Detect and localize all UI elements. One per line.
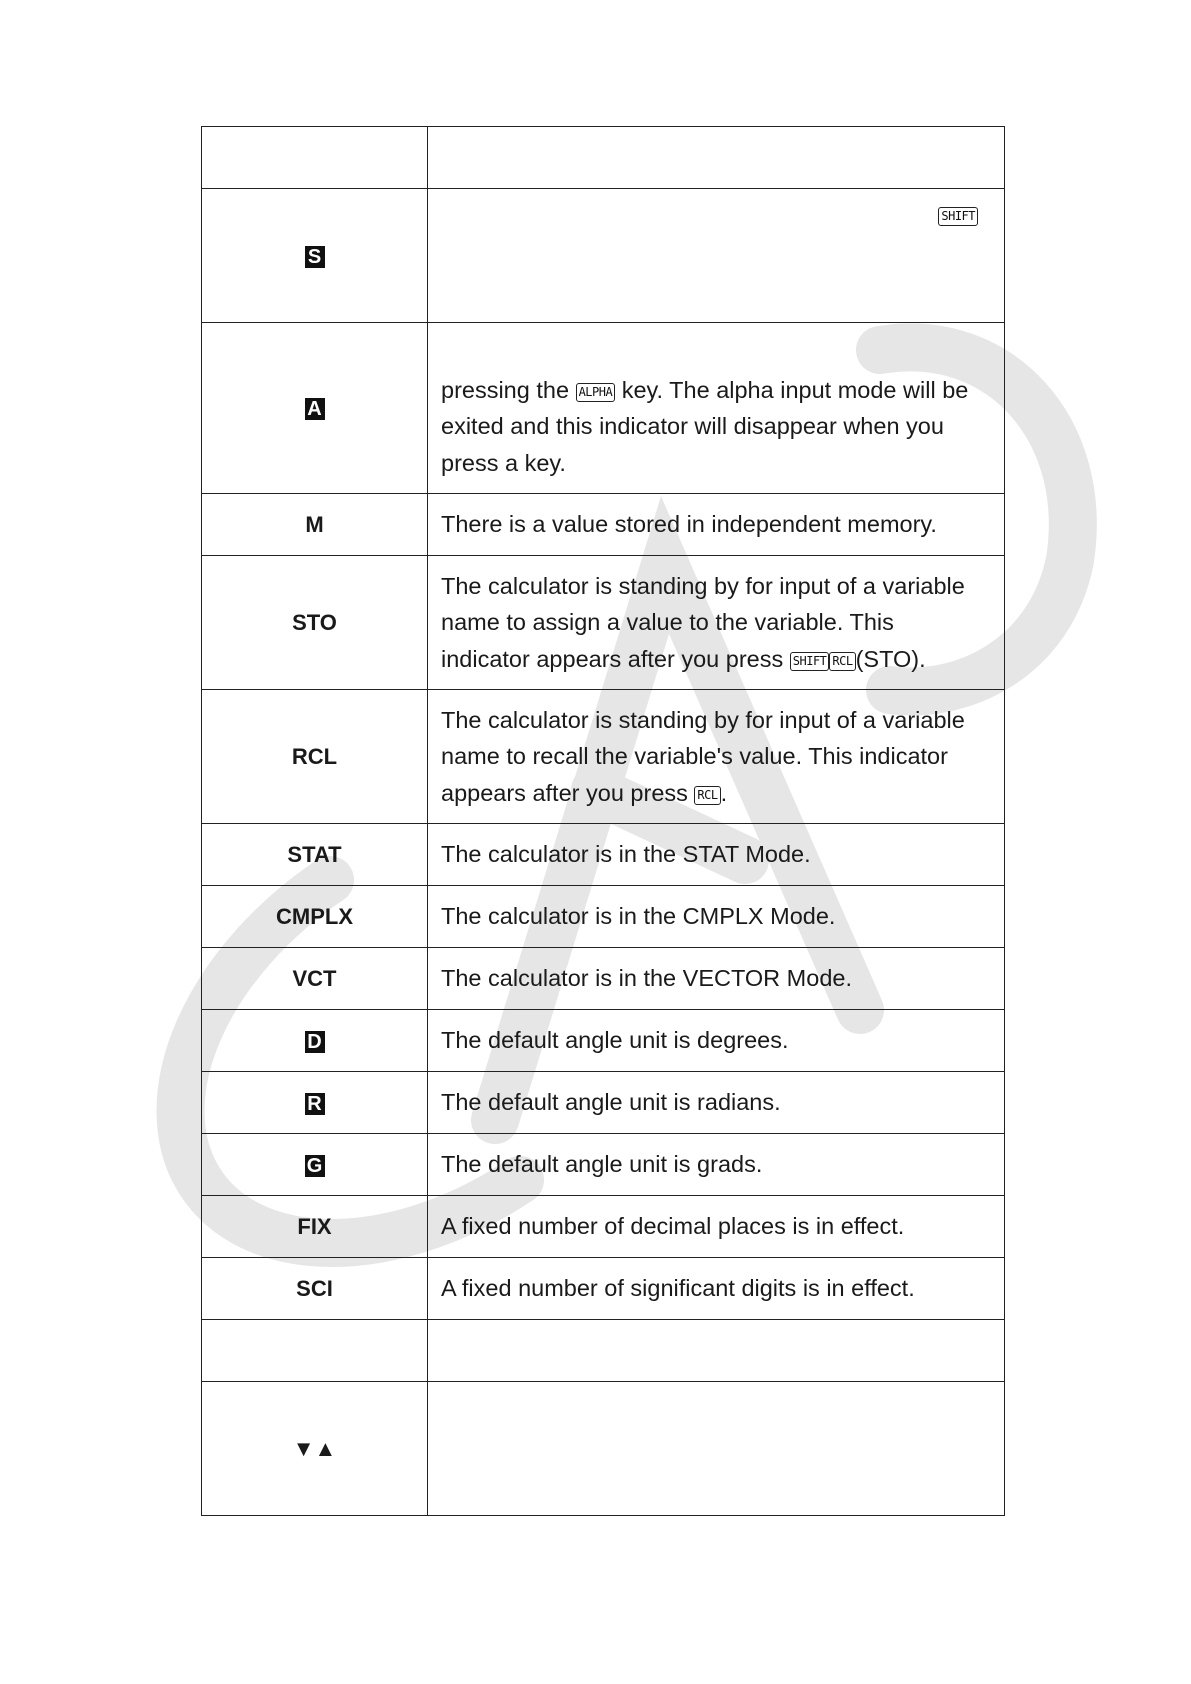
- table-row: [202, 1382, 1005, 1516]
- meaning-cell: The default angle unit is grads.: [428, 1134, 1005, 1196]
- shift-key-icon: SHIFT: [938, 207, 978, 226]
- alpha-key-icon: ALPHA: [576, 383, 616, 402]
- meaning-cell: [428, 1382, 1005, 1516]
- meaning-cell: [428, 1320, 1005, 1382]
- table-row: [202, 494, 1005, 556]
- meaning-cell: [428, 323, 1005, 494]
- indicator-cell: RCL: [202, 690, 428, 824]
- meaning-text: pressing the: [441, 376, 570, 403]
- meaning-cell: The calculator is in the CMPLX Mode.: [428, 886, 1005, 948]
- meaning-cell: A fixed number of significant digits is in effect.: [428, 1258, 1005, 1320]
- shift-indicator-icon: S: [305, 246, 325, 268]
- indicator-table: [201, 126, 1005, 1516]
- meaning-text: (STO).: [855, 645, 926, 672]
- meaning-text: key. The alpha input mode will be exited and this indicator will disappear when you press a key.: [441, 376, 969, 476]
- table-row: [202, 1196, 1005, 1258]
- meaning-cell: [428, 690, 1005, 824]
- indicator-cell: [202, 1072, 428, 1134]
- rcl-key-icon: RCL: [829, 652, 855, 671]
- meaning-cell: A fixed number of decimal places is in effect.: [428, 1196, 1005, 1258]
- meaning-text: The calculator is standing by for input of a variable name to recall the variable's value. This indicator appears after you press: [441, 706, 965, 806]
- table-row: [202, 1258, 1005, 1320]
- indicator-cell: VCT: [202, 948, 428, 1010]
- scroll-arrows-icon: ▼▲: [202, 1382, 428, 1516]
- rcl-key-icon: RCL: [694, 786, 720, 805]
- meaning-text: The calculator is standing by for input of a variable name to assign a value to the variable. This indicator appears after you press: [441, 572, 965, 672]
- table-row: [202, 1072, 1005, 1134]
- radian-indicator-icon: R: [305, 1093, 325, 1115]
- table-row: [202, 1320, 1005, 1382]
- table-row: [202, 1134, 1005, 1196]
- meaning-cell: The calculator is in the VECTOR Mode.: [428, 948, 1005, 1010]
- meaning-cell: There is a value stored in independent memory.: [428, 494, 1005, 556]
- meaning-cell: The default angle unit is radians.: [428, 1072, 1005, 1134]
- indicator-cell: SCI: [202, 1258, 428, 1320]
- table-row: [202, 1010, 1005, 1072]
- table-row: [202, 189, 1005, 323]
- indicator-cell: M: [202, 494, 428, 556]
- indicator-cell: [202, 1320, 428, 1382]
- meaning-text: .: [720, 779, 728, 806]
- indicator-cell: CMPLX: [202, 886, 428, 948]
- indicator-cell: FIX: [202, 1196, 428, 1258]
- indicator-cell: [202, 1010, 428, 1072]
- meaning-cell: [428, 189, 1005, 323]
- meaning-cell: The calculator is in the STAT Mode.: [428, 824, 1005, 886]
- indicator-cell: [202, 1134, 428, 1196]
- table-row: [202, 323, 1005, 494]
- degree-indicator-icon: D: [305, 1031, 325, 1053]
- table-row: [202, 824, 1005, 886]
- table-row: [202, 690, 1005, 824]
- grad-indicator-icon: G: [305, 1155, 325, 1177]
- meaning-cell: [428, 556, 1005, 690]
- shift-key-icon: SHIFT: [790, 652, 830, 671]
- table-row: [202, 556, 1005, 690]
- meaning-cell: The default angle unit is degrees.: [428, 1010, 1005, 1072]
- indicator-cell: [202, 189, 428, 323]
- meaning-cell: [428, 127, 1005, 189]
- table-row: [202, 886, 1005, 948]
- indicator-cell: [202, 127, 428, 189]
- indicator-cell: STAT: [202, 824, 428, 886]
- alpha-indicator-icon: A: [305, 398, 325, 420]
- table-row: [202, 127, 1005, 189]
- table-row: [202, 948, 1005, 1010]
- indicator-cell: [202, 323, 428, 494]
- indicator-cell: STO: [202, 556, 428, 690]
